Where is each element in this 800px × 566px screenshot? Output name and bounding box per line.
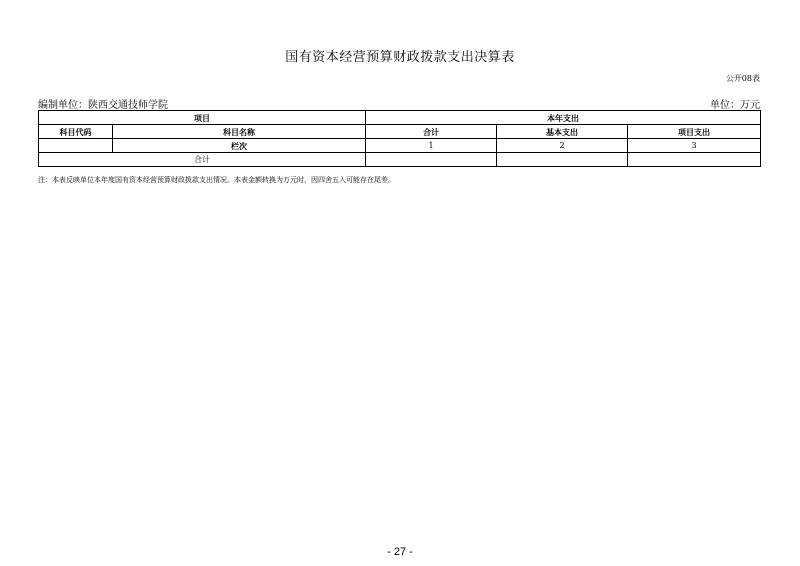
table-group-header-row bbox=[39, 111, 761, 125]
group-header-item: 项目 bbox=[39, 111, 366, 125]
col-header-subject-code: 科目代码 bbox=[39, 125, 113, 139]
column-no-total: 1 bbox=[366, 139, 497, 153]
total-cell-total bbox=[366, 153, 497, 167]
total-cell-basic bbox=[497, 153, 628, 167]
table-column-header-row bbox=[39, 125, 761, 139]
table-row-column-numbers bbox=[39, 139, 761, 153]
org-label: 编制单位：陕西交通技师学院 bbox=[38, 100, 168, 111]
column-no-project: 3 bbox=[628, 139, 761, 153]
form-code: 公开08表 bbox=[725, 74, 760, 83]
page-title: 国有资本经营预算财政拨款支出决算表 bbox=[285, 50, 515, 65]
group-header-current-year: 本年支出 bbox=[366, 111, 761, 125]
page-number: - 27 - bbox=[387, 546, 413, 558]
column-no-basic: 2 bbox=[497, 139, 628, 153]
col-header-basic: 基本支出 bbox=[497, 125, 628, 139]
column-no-blank bbox=[39, 139, 113, 153]
row-label-total: 合计 bbox=[39, 153, 366, 167]
expenditure-table bbox=[38, 110, 761, 167]
col-header-total: 合计 bbox=[366, 125, 497, 139]
footnote: 注：本表反映单位本年度国有资本经营预算财政拨款支出情况。本表金额转换为万元时，因四舍五入可能存在尾差。 bbox=[38, 176, 395, 184]
header-info-row bbox=[38, 96, 760, 110]
table-row-total bbox=[39, 153, 761, 167]
col-header-subject-name: 科目名称 bbox=[113, 125, 366, 139]
total-cell-project bbox=[628, 153, 761, 167]
col-header-project: 项目支出 bbox=[628, 125, 761, 139]
unit-label: 单位：万元 bbox=[710, 100, 760, 111]
row-label-column-no: 栏次 bbox=[113, 139, 366, 153]
